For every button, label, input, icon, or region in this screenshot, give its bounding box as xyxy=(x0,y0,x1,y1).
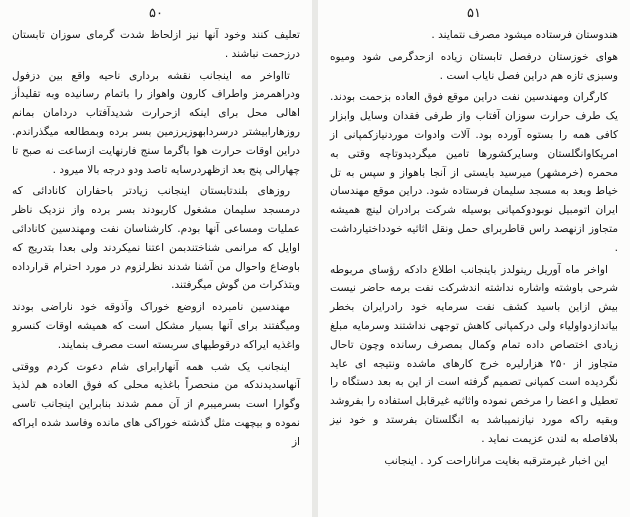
paragraph: این اخبار غیرمترقبه بغایت مراناراحت کرد . اینجانب xyxy=(384,454,608,467)
page-body xyxy=(330,26,618,515)
paragraph: اواخر ماه آوریل رینولدز باینجانب اطلاع دادکه رؤسای مربوطه شرحی باوشته واشاره نداشته اندشرکت نفت برمه حاضر نیست بیش ازاین باسید کشف نفت سرمایه خود رادرایران بخطر بیاندازدواولیاء ولی درکمپانی کاهش توجهی نداشتند وسرمایه مبلغ زیادی اختصاص داده تمام وکمال بمصرف رسانده وچون تاحال متجاوز از ۲۵۰ هزارلیره خرج کارهای ماشده ونتیجه ای عاید نگردیده است کمپانی تصمیم گرفته است از این به بعد دستگاه را تعطیل و اعضا را مرخص نموده واثاثیه غیرقابل استفاده را بفروشد وبقیه راکه مورد نیازنمیباشد به انگلستان بفرستد و خود نیز بلافاصله به لندن عزیمت نماید . xyxy=(330,263,618,445)
page-number: ۵۰ xyxy=(149,6,163,21)
paragraph: روزهای بلندتابستان اینجانب زیادتر باحفاران کانادائی که درمسجد سلیمان مشغول کاربودند بسر برده واز نزدیک ناظر عملیات ومساعی آنها بودم. کارشناسان نفت ومهندسین کانادائی اوایل که مرانمی شناختندبمن اعتنا نمیکردند ولی بعدا بتدریج که باوضاع واحوال من آشنا شدند نظرلزوم در مورد احترام قرارداده وبتذکرات من گوش میگرفتند. xyxy=(12,185,300,292)
paragraph: هندوستان فرستاده میشود مصرف نتمایند . xyxy=(431,29,618,41)
paragraph: اینجانب یک شب همه آنهارابرای شام دعوت کردم ووقتی آنهاسدیدندکه من منحصراً باغذیه محلی که فوق العاده هم لذیذ وگوارا است بسرمیبرم از آن ممم شدند بنابراین اینجانب تاسی نموده و بیچهت مثل گذشته خوراکی های مانده وفاسد شده ایراکه از xyxy=(12,360,300,448)
right-page xyxy=(318,0,630,517)
paragraph: تعلیف کنند وخود آنها نیز ازلحاظ شدت گرمای سوزان تابستان درزحمت نباشند . xyxy=(12,29,300,60)
paragraph: مهندسین نامبرده ازوضع خوراک وآذوقه خود ناراضی بودند وميگفتند برای آنها بسیار مشکل است که همیشه اوقات کنسرو واغذیه ایراکه درقوطیهای سربسته است مصرف بنمایند. xyxy=(12,301,300,351)
paragraph: تااواخر مه اینجانب نقشه برداری ناحیه واقع بین دزفول ودراهمرمز واطراف کارون واهواز را باتمام رسانیده وبه تقلیدأز اهالی محل برای اینکه ازحرارت شدیدآفتاب دردامان بمانم روزهارابیشتر درسردابهوزیرزمین بسر برده وبمطالعه میگذراندم. دراین اوقات حرارت هوا باگرما سنج فارنهایت ازساعت نه صبح تا چهارالی پنج بعد ازظهردرسایه تاصد ودو درجه بالا میرود . xyxy=(12,69,300,176)
paragraph: هوای خوزستان درفصل تابستان زیاده ازحدگرمی شود ومیوه وسبزی تازه هم دراین فصل نایاب است . xyxy=(330,50,618,82)
page-number: ۵۱ xyxy=(467,6,481,21)
left-page xyxy=(0,0,312,517)
paragraph: کارگران ومهندسین نفت دراین موقع فوق العاده بزحمت بودند. یک طرف حرارت سوزان آفتاب واز طرفی فقدان وسایل وابزار کافی همه را بستوه آورده بود. آلات وادوات موردنیازکمپانی از امریکاوانگلستان وسایرکشورها تامین میگردیدوتاچه وقتی به محمره (خرمشهر) میرسید بایستی از آنجا باهواز و سپس به تل خیاط وبعد به مسجد سلیمان فرستاده شود. دراین موقع مهندسان ایران اتومبیل نوبودوکمپانی بوسیله شرکت برادران لینچ همیشه متجاوز ازنهصد راس قاطربرای حمل ونقل اثاثیه خودداختیارداشت . xyxy=(330,91,618,254)
page-body xyxy=(12,26,300,515)
